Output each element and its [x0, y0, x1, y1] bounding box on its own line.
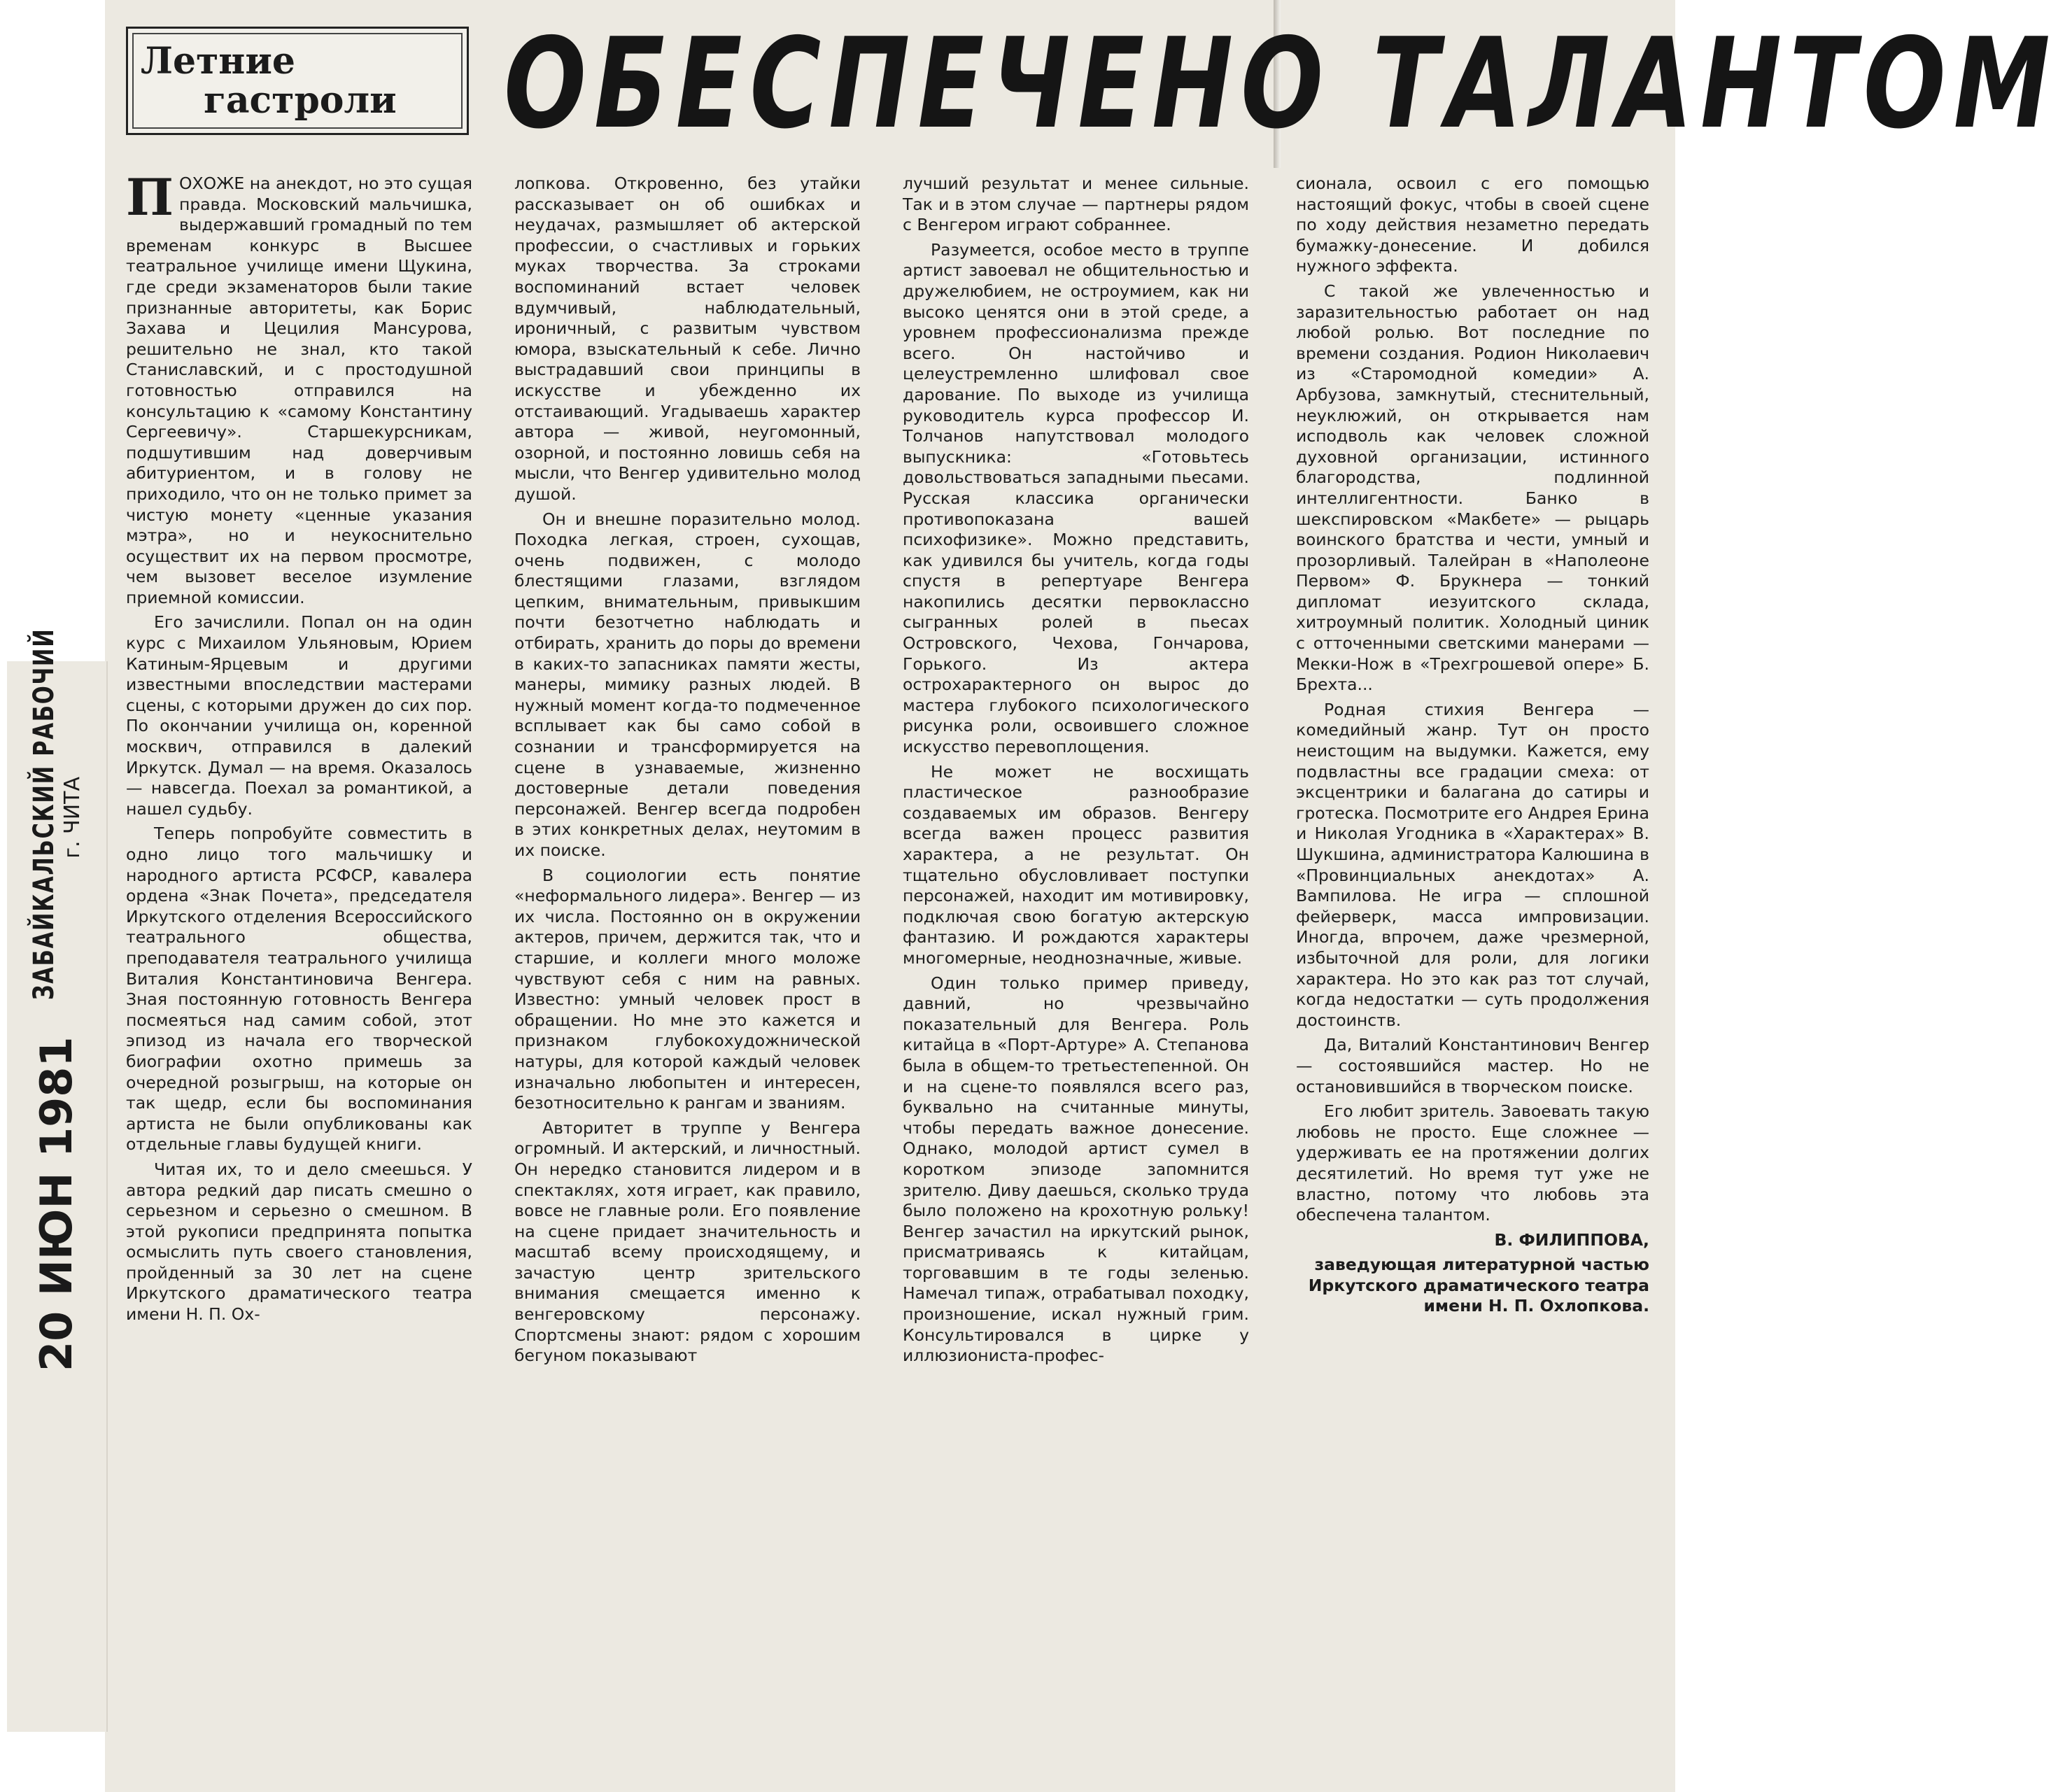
paragraph: С такой же увлеченностью и заразительностью работает он над любой ролью. Вот последние по времени создания. Родион Николаевич из «Старомодной комедии» А. Арбузова, замкнутый, стеснительный, неуклюжий, он открывается нам исподволь как человек сложной духовной организации, истинного благородства, подлинной интеллигентности. Банко в шекспировском «Макбете» — рыцарь воинского братства и чести, умный и прозорливый. Талейран в «Наполеоне Первом» Ф. Брукнера — тонкий дипломат иезуитского склада, хитроумный политик. Холодный циник с отточенными светскими манерами — Мекки-Нож в «Трехгрошевой опере» Б. Брехта...	[1296, 281, 1649, 695]
paragraph: Читая их, то и дело смеешься. У автора редкий дар писать смешно о серьезном и серьезно о смешном. В этой рукописи предпринята попытка осмыслить путь своего становления, пройденный за 30 лет на сцене Иркутского драматического театра имени Н. П. Ох-	[126, 1159, 472, 1325]
drop-cap: П	[126, 167, 174, 227]
paragraph: Теперь попробуйте совместить в одно лицо того мальчишку и народного артиста РСФСР, кавалера ордена «Знак Почета», председателя Иркутского отделения Всероссийского театрального общества, преподавателя театрального училища Виталия Константиновича Венгера. Зная постоянную готовность Венгера посмеяться над самим собой, этот эпизод из начала его творческой биографии охотно примешь за очередной розыгрыш, на которые он так щедр, если бы воспоминания артиста не были опубликованы как отдельные главы будущей книги.	[126, 824, 472, 1155]
paragraph: В социологии есть понятие «неформального лидера». Венгер — из их числа. Постоянно он в окружении актеров, причем, держится так, что и старшие, и коллеги много моложе чувствуют себя с ним на равных. Известно: умный человек прост в обращении. Но мне это кажется и признаком глубокохудожнической натуры, для которой каждый человек изначально любопытен и интересен, безотносительно к рангам и званиям.	[514, 865, 861, 1113]
author-signature: В. ФИЛИППОВА,	[1494, 1229, 1649, 1250]
paragraph: Он и внешне поразительно молод. Походка легкая, строен, сухощав, очень подвижен, с молодо блестящими глазами, взглядом цепким, внимательным, привыкшим почти безотчетно наблюдать и отбирать, хранить до поры до времени в каких-то запасниках памяти жесты, манеры, мимику разных людей. В нужный момент когда-то подмеченное всплывает как бы само собой в сознании и трансформируется на сцене в узнаваемые, жизненно достоверные детали поведения персонажей. Венгер всегда подробен в этих конкретных делах, неутомим в их поиске.	[514, 509, 861, 860]
article-column-4	[1296, 174, 1649, 1321]
paragraph: Не может не восхищать пластическое разнообразие создаваемых им образов. Венгеру всегда важен процесс развития характера, а не результат. Он тщательно обусловливает поступки персонажей, находит им мотивировку, подключая свою богатую актерскую фантазию. И рождаются характеры многомерные, неоднозначные, живые.	[903, 761, 1249, 968]
rubric-box	[126, 27, 469, 135]
paragraph: Разумеется, особое место в труппе артист завоевал не общительностью и дружелюбием, не остроумием, как ни высоко ценятся они в этой среде, а уровнем профессионализма прежде всего. Он настойчиво и целеустремленно шлифовал свое дарование. По выходе из училища руководитель курса профессор И. Толчанов напутствовал молодого выпускника: «Готовьтесь довольствоваться западными пьесами. Русская классика органически противопоказана вашей психофизике». Можно представить, как удивился бы учитель, когда годы спустя в репертуаре Венгера накопились десятки первоклассно сыгранных ролей в пьесах Островского, Чехова, Гончарова, Горького. Из актера острохарактерного он вырос до мастера глубокого психологического рисунка роли, освоившего сложное искусство перевоплощения.	[903, 239, 1249, 757]
paragraph: Его любит зритель. Завоевать такую любовь не просто. Еще сложнее — удерживать ее на протяжении долгих десятилетий. Но время тут уже не властно, потому что любовь эта обеспечена талантом.	[1296, 1101, 1649, 1225]
paragraph: сионала, освоил с его помощью настоящий фокус, чтобы в своей сцене по ходу действия незаметно передать бумажку-донесение. И добился нужного эффекта.	[1296, 174, 1649, 276]
paragraph: Авторитет в труппе у Венгера огромный. И актерский, и личностный. Он нередко становится лидером и в спектаклях, хотя играет, как правило, вовсе не главные роли. Его появление на сцене придает значительность и масштаб всему происходящему, и зачастую центр зрительского внимания смещается именно к венгеровскому персонажу. Спортсмены знают: рядом с хорошим бегуном показывают	[514, 1117, 861, 1366]
rubric-line-1: Летние	[141, 39, 295, 83]
article-column-1	[126, 167, 472, 1329]
paragraph: Один только пример приведу, давний, но чрезвычайно показательный для Венгера. Роль китайца в «Порт-Артуре» А. Степанова была в общем-то третьестепенной. Он и на сцене-то появлялся всего раз, буквально на считанные минуты, чтобы передать важное донесение. Однако, молодой артист сумел в коротком эпизоде запомнится зрителю. Диву даешься, сколько труда было положено на крохотную рольку! Венгер зачастил на иркутский рынок, присматриваясь к китайцам, торговавшим в те годы зеленью. Намечал типаж, отрабатывал походку, произношение, искал нужный грим. Консультировался в цирке у иллюзиониста-профес-	[903, 973, 1249, 1366]
paragraph: Да, Виталий Константинович Венгер — состоявшийся мастер. Но не остановившийся в творческом поиске.	[1296, 1035, 1649, 1096]
stamp-city: г. ЧИТА	[59, 777, 85, 859]
paragraph: лопкова. Откровенно, без утайки рассказывает он об ошибках и неудачах, размышляет об актерской профессии, о счастливых и горьких муках творчества. За строками воспоминаний встает человек вдумчивый, наблюдательный, ироничный, с развитым чувством юмора, взыскательный к себе. Лично выстрадавший свои принципы в искусстве и убежденно их отстаивающий. Угадываешь характер автора — живой, неугомонный, озорной, и постоянно ловишь себя на мысли, что Венгер удивительно молод душой.	[514, 174, 861, 504]
stamp-newspaper-name: ЗАБАЙКАЛЬСКИЙ РАБОЧИЙ	[27, 628, 60, 1001]
article-column-3	[903, 174, 1249, 1371]
paragraph: ПОХОЖЕ на анекдот, но это сущая правда. Московский мальчишка, выдержавший громадный по тем временам конкурс в Высшее театральное училище имени Щукина, где среди экзаменаторов были такие признанные авторитеты, как Борис Захава и Цецилия Мансурова, решительно не знал, кто такой Станиславский, и с простодушной готовностью отправился на консультацию к «самому Константину Сергеевичу». Старшекурсникам, подшутившим над доверчивым абитуриентом, и в голову не приходило, что он не только примет за чистую монету «ценные указания мэтра», но и неукоснительно осуществит их на первом просмотре, чем вызовет веселое изумление приемной комиссии.	[126, 167, 472, 607]
article-column-2	[514, 174, 861, 1371]
paragraph: Родная стихия Венгера — комедийный жанр. Тут он просто неистощим на выдумки. Кажется, ему подвластны все градации смеха: от эксцентрики и балагана до сатиры и гротеска. Посмотрите его Андрея Ерина и Николая Угодника в «Характерах» В. Шукшина, администратора Калюшина в «Провинциальных анекдотах» А. Вампилова. Не игра — сплошной фейерверк, масса импровизации. Иногда, впрочем, даже чрезмерной, избыточной для роли, для логики характера. Но это как раз тот случай, когда недостатки — суть продолжения достоинств.	[1296, 699, 1649, 1030]
author-position: заведующая литературной частью Иркутского драматического театра имени Н. П. Охлопкова.	[1308, 1255, 1649, 1316]
paragraph: лучший результат и менее сильные. Так и в этом случае — партнеры рядом с Венгером играют собраннее.	[903, 174, 1249, 235]
article-headline: ОБЕСПЕЧЕНО ТАЛАНТОМ	[504, 11, 2058, 156]
stamp-date: 20 ИЮН 1981	[30, 1036, 82, 1371]
paragraph: Его зачислили. Попал он на один курс с Михаилом Ульяновым, Юрием Катиным-Ярцевым и другими известными впоследствии мастерами сцены, с которыми дружен до сих пор. По окончании училища он, коренной москвич, отправился в далекий Иркутск. Думал — на время. Оказалось — навсегда. Поехал за романтикой, а нашел судьбу.	[126, 612, 472, 819]
newspaper-stamp	[14, 322, 98, 1371]
rubric-line-2: гастроли	[204, 78, 397, 122]
